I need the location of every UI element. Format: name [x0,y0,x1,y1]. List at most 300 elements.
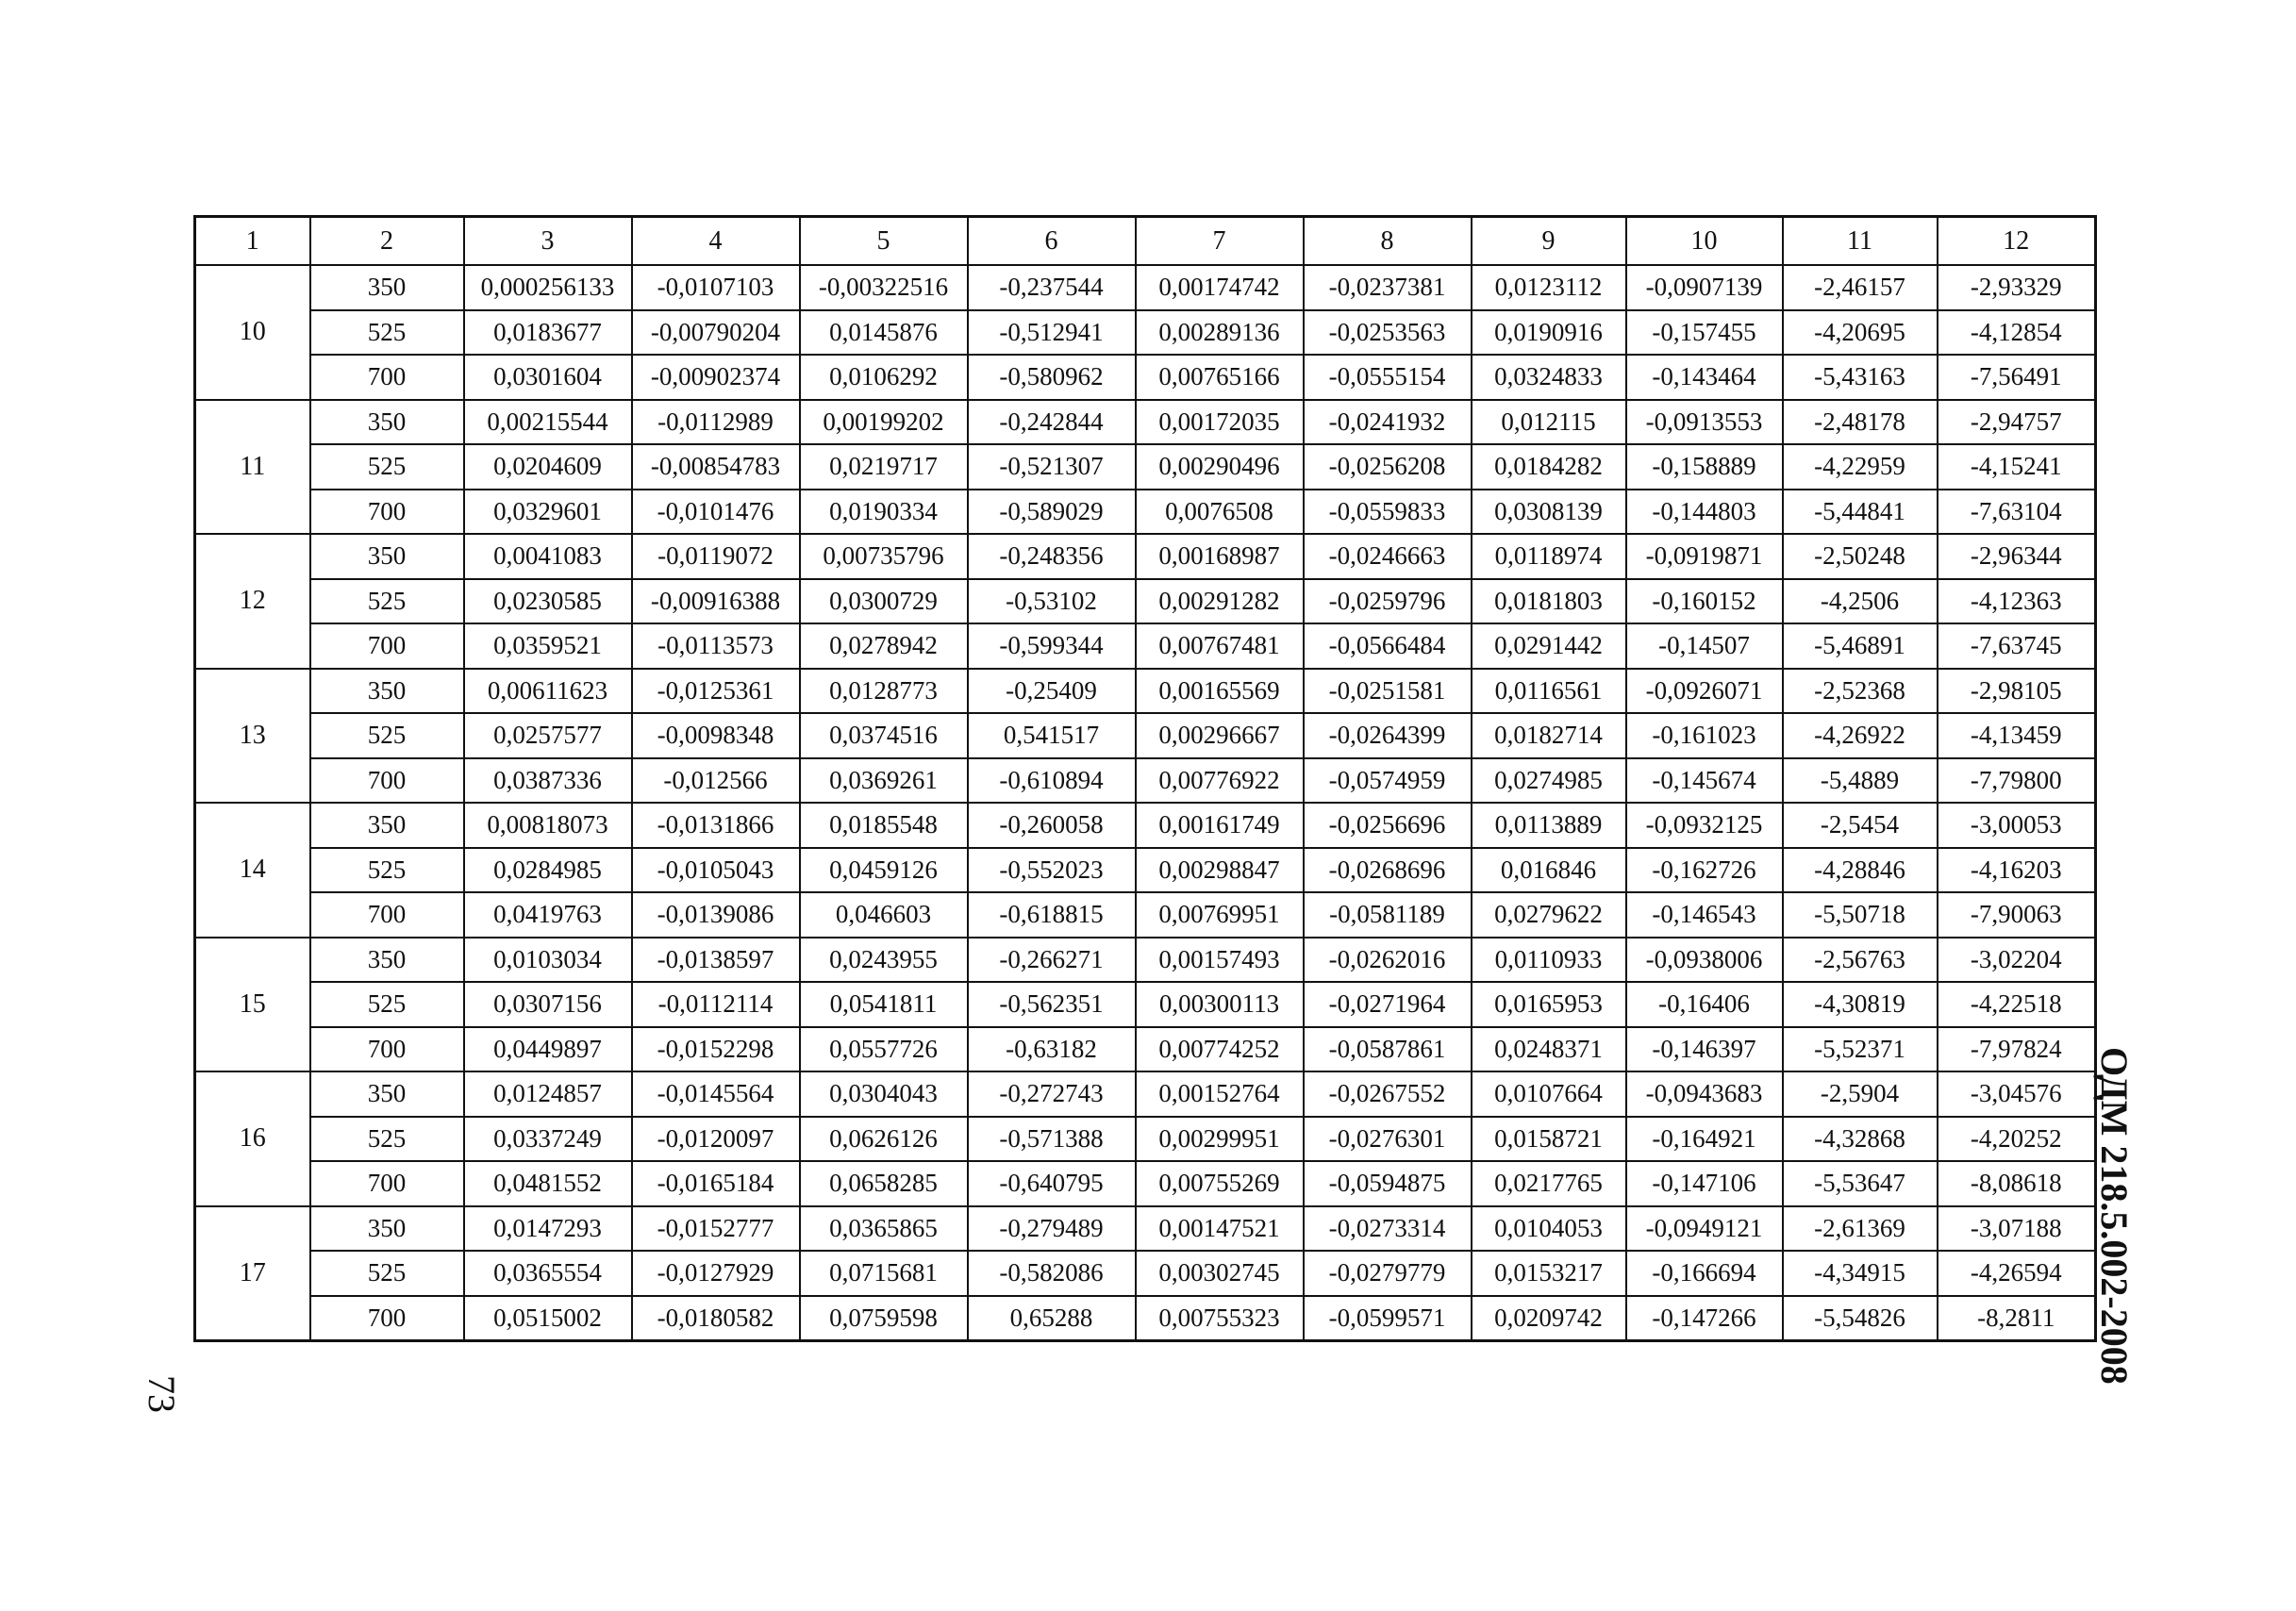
column-header: 1 [195,217,310,266]
table-cell: 0,0183677 [464,310,632,356]
table-row [195,938,2096,983]
table-cell: -5,4889 [1783,758,1938,804]
table-cell: 0,0459126 [800,848,968,893]
table-cell: -0,147266 [1626,1296,1783,1341]
table-cell: -0,0279779 [1304,1251,1472,1296]
table-cell: -4,16203 [1938,848,2096,893]
table-cell: 0,0284985 [464,848,632,893]
table-cell: -0,25409 [968,669,1136,714]
table-cell: 0,0365554 [464,1251,632,1296]
table-cell: -0,0267552 [1304,1071,1472,1117]
table-cell: 0,00299951 [1136,1117,1304,1162]
table-row [195,758,2096,804]
table-cell: 0,012115 [1472,400,1626,445]
table-cell: 0,0541811 [800,982,968,1027]
table-cell: -0,0107103 [632,265,800,310]
table-cell: 0,00199202 [800,400,968,445]
table-cell: -2,94757 [1938,400,2096,445]
table-cell: -5,43163 [1783,355,1938,400]
table-cell: -7,79800 [1938,758,2096,804]
table-cell: -0,0152298 [632,1027,800,1072]
table-cell: 0,0185548 [800,803,968,848]
group-label-cell: 14 [195,803,310,938]
table-cell: 0,0113889 [1472,803,1626,848]
table-cell: -0,143464 [1626,355,1783,400]
table-cell: -4,12854 [1938,310,2096,356]
table-cell: -0,582086 [968,1251,1136,1296]
table-cell: -0,0259796 [1304,579,1472,624]
table-cell: -4,26594 [1938,1251,2096,1296]
table-cell: 0,0278942 [800,623,968,669]
table-cell: 0,00215544 [464,400,632,445]
table-cell: 0,0041083 [464,534,632,579]
table-cell: 0,0204609 [464,444,632,490]
table-cell: 0,0181803 [1472,579,1626,624]
table-row [195,490,2096,535]
table-cell: -8,08618 [1938,1161,2096,1206]
table-cell: 0,0557726 [800,1027,968,1072]
table-cell: 700 [310,758,464,804]
table-cell: 0,0365865 [800,1206,968,1252]
table-cell: -4,2506 [1783,579,1938,624]
table-cell: -0,562351 [968,982,1136,1027]
table-cell: -0,00790204 [632,310,800,356]
table-cell: -0,0264399 [1304,713,1472,758]
table-cell: 0,00296667 [1136,713,1304,758]
table-cell: 0,00755323 [1136,1296,1304,1341]
table-cell: -0,0125361 [632,669,800,714]
table-cell: 0,00818073 [464,803,632,848]
table-cell: -0,0180582 [632,1296,800,1341]
table-cell: -0,0237381 [1304,265,1472,310]
table-cell: -0,0559833 [1304,490,1472,535]
table-cell: -0,144803 [1626,490,1783,535]
table-cell: -4,15241 [1938,444,2096,490]
table-cell: -0,610894 [968,758,1136,804]
table-cell: 0,0515002 [464,1296,632,1341]
table-cell: 0,0076508 [1136,490,1304,535]
table-cell: -2,48178 [1783,400,1938,445]
table-cell: -4,32868 [1783,1117,1938,1162]
table-cell: 0,00735796 [800,534,968,579]
table-cell: -0,279489 [968,1206,1136,1252]
table-cell: -0,012566 [632,758,800,804]
table-cell: -0,248356 [968,534,1136,579]
table-cell: 0,0182714 [1472,713,1626,758]
column-header: 4 [632,217,800,266]
table-row [195,669,2096,714]
column-header: 5 [800,217,968,266]
table-row [195,355,2096,400]
table-cell: -0,580962 [968,355,1136,400]
table-cell: 0,0110933 [1472,938,1626,983]
table-cell: -4,28846 [1783,848,1938,893]
table-row [195,579,2096,624]
table-cell: 0,0248371 [1472,1027,1626,1072]
table-cell: 0,0279622 [1472,892,1626,938]
table-cell: 0,00161749 [1136,803,1304,848]
table-cell: 0,0230585 [464,579,632,624]
table-cell: 700 [310,892,464,938]
table-cell: -0,0251581 [1304,669,1472,714]
table-cell: 0,0165953 [1472,982,1626,1027]
table-cell: 0,0124857 [464,1071,632,1117]
table-cell: 0,016846 [1472,848,1626,893]
table-cell: 350 [310,534,464,579]
table-cell: 0,00755269 [1136,1161,1304,1206]
table-cell: -5,44841 [1783,490,1938,535]
table-cell: -0,242844 [968,400,1136,445]
table-cell: 0,0153217 [1472,1251,1626,1296]
table-cell: 0,0147293 [464,1206,632,1252]
table-cell: -3,07188 [1938,1206,2096,1252]
table-cell: -0,162726 [1626,848,1783,893]
table-cell: -0,0599571 [1304,1296,1472,1341]
table-cell: 0,0759598 [800,1296,968,1341]
table-row [195,534,2096,579]
table-cell: -2,56763 [1783,938,1938,983]
table-cell: -0,589029 [968,490,1136,535]
group-label-cell: 10 [195,265,310,400]
table-cell: -0,0139086 [632,892,800,938]
table-cell: 350 [310,938,464,983]
table-cell: -0,157455 [1626,310,1783,356]
table-cell: 0,00774252 [1136,1027,1304,1072]
table-body [195,265,2096,1341]
table-cell: 0,0308139 [1472,490,1626,535]
table-row [195,803,2096,848]
table-cell: 0,0190916 [1472,310,1626,356]
table-cell: 525 [310,1251,464,1296]
table-cell: -0,00322516 [800,265,968,310]
table-cell: 700 [310,1027,464,1072]
table-row [195,713,2096,758]
table-cell: 0,0107664 [1472,1071,1626,1117]
table-cell: 0,00290496 [1136,444,1304,490]
table-cell: -3,04576 [1938,1071,2096,1117]
table-cell: -0,640795 [968,1161,1136,1206]
table-cell: -0,0253563 [1304,310,1472,356]
table-cell: -0,00854783 [632,444,800,490]
table-cell: -0,0581189 [1304,892,1472,938]
table-cell: 0,0359521 [464,623,632,669]
table-cell: 0,00611623 [464,669,632,714]
table-cell: -7,56491 [1938,355,2096,400]
table-cell: 0,00168987 [1136,534,1304,579]
table-cell: 0,65288 [968,1296,1136,1341]
table-row [195,310,2096,356]
table-cell: -0,266271 [968,938,1136,983]
table-cell: -4,12363 [1938,579,2096,624]
table-cell: 0,0257577 [464,713,632,758]
table-cell: -0,16406 [1626,982,1783,1027]
table-cell: -7,97824 [1938,1027,2096,1072]
table-cell: -7,63104 [1938,490,2096,535]
table-row [195,1117,2096,1162]
table-cell: -0,0919871 [1626,534,1783,579]
table-cell: 0,0387336 [464,758,632,804]
table-cell: -5,46891 [1783,623,1938,669]
table-cell: -0,147106 [1626,1161,1783,1206]
column-header: 12 [1938,217,2096,266]
table-cell: -0,0165184 [632,1161,800,1206]
table-cell: -0,0120097 [632,1117,800,1162]
table-cell: -4,20695 [1783,310,1938,356]
table-cell: -2,93329 [1938,265,2096,310]
table-row [195,444,2096,490]
table-cell: 0,0374516 [800,713,968,758]
table-cell: 525 [310,1117,464,1162]
table-cell: -2,96344 [1938,534,2096,579]
table-cell: 525 [310,848,464,893]
table-cell: -0,552023 [968,848,1136,893]
table-cell: 0,0106292 [800,355,968,400]
table-cell: 0,0337249 [464,1117,632,1162]
group-label-cell: 16 [195,1071,310,1206]
column-header: 3 [464,217,632,266]
table-cell: 0,00174742 [1136,265,1304,310]
table-cell: -4,30819 [1783,982,1938,1027]
column-header: 10 [1626,217,1783,266]
table-cell: -0,146543 [1626,892,1783,938]
table-row [195,1251,2096,1296]
table-cell: -0,0127929 [632,1251,800,1296]
table-cell: -0,0256696 [1304,803,1472,848]
table-cell: -0,0949121 [1626,1206,1783,1252]
column-header: 7 [1136,217,1304,266]
table-cell: 0,541517 [968,713,1136,758]
table-cell: -0,0268696 [1304,848,1472,893]
table-cell: 0,0419763 [464,892,632,938]
table-cell: -0,0112989 [632,400,800,445]
table-cell: -0,0276301 [1304,1117,1472,1162]
table-cell: -4,20252 [1938,1117,2096,1162]
table-row [195,1027,2096,1072]
table-cell: -0,00902374 [632,355,800,400]
data-table [193,215,2097,1342]
table-cell: -5,50718 [1783,892,1938,938]
table-cell: -0,0555154 [1304,355,1472,400]
table-cell: 700 [310,1296,464,1341]
table-row [195,265,2096,310]
table-cell: 0,0307156 [464,982,632,1027]
table-cell: 525 [310,982,464,1027]
document-code: ОДМ 218.5.002-2008 [2093,1047,2136,1385]
page-number: 73 [141,1375,183,1413]
table-cell: 0,0128773 [800,669,968,714]
table-cell: -0,571388 [968,1117,1136,1162]
table-cell: 0,0243955 [800,938,968,983]
table-cell: -5,53647 [1783,1161,1938,1206]
table-cell: 0,00300113 [1136,982,1304,1027]
table-cell: -0,63182 [968,1027,1136,1072]
table-cell: 700 [310,490,464,535]
table-cell: 0,0369261 [800,758,968,804]
table-cell: -0,00916388 [632,579,800,624]
table-cell: -3,02204 [1938,938,2096,983]
table-cell: 0,0209742 [1472,1296,1626,1341]
table-cell: -0,0256208 [1304,444,1472,490]
table-cell: 0,00298847 [1136,848,1304,893]
table-cell: 0,0190334 [800,490,968,535]
table-cell: 350 [310,400,464,445]
table-cell: -0,0273314 [1304,1206,1472,1252]
table-cell: -0,0587861 [1304,1027,1472,1072]
table-cell: -0,0262016 [1304,938,1472,983]
column-header: 6 [968,217,1136,266]
table-cell: 0,00289136 [1136,310,1304,356]
table-cell: 0,00172035 [1136,400,1304,445]
table-cell: -8,2811 [1938,1296,2096,1341]
table-cell: 525 [310,444,464,490]
table-cell: -0,512941 [968,310,1136,356]
table-cell: 0,0626126 [800,1117,968,1162]
table-cell: 0,0184282 [1472,444,1626,490]
table-row [195,892,2096,938]
table-cell: -0,0241932 [1304,400,1472,445]
table-cell: -2,50248 [1783,534,1938,579]
table-row [195,1296,2096,1341]
table-cell: -0,0907139 [1626,265,1783,310]
table-cell: -5,52371 [1783,1027,1938,1072]
table-cell: 350 [310,1071,464,1117]
table-cell: 0,0329601 [464,490,632,535]
table-cell: 0,0219717 [800,444,968,490]
table-cell: -4,22518 [1938,982,2096,1027]
table-cell: -0,160152 [1626,579,1783,624]
table-cell: -4,22959 [1783,444,1938,490]
group-label-cell: 15 [195,938,310,1072]
table-cell: -0,0574959 [1304,758,1472,804]
table-cell: -0,0938006 [1626,938,1783,983]
column-header: 11 [1783,217,1938,266]
table-cell: 0,0118974 [1472,534,1626,579]
table-row [195,400,2096,445]
table-cell: -0,0926071 [1626,669,1783,714]
table-cell: 0,0301604 [464,355,632,400]
table-cell: 0,0449897 [464,1027,632,1072]
table-row [195,1071,2096,1117]
table-cell: 0,0304043 [800,1071,968,1117]
group-label-cell: 12 [195,534,310,669]
table-cell: -0,0943683 [1626,1071,1783,1117]
table-cell: -0,0932125 [1626,803,1783,848]
table-cell: 0,00152764 [1136,1071,1304,1117]
table-cell: -4,34915 [1783,1251,1938,1296]
table-cell: -0,166694 [1626,1251,1783,1296]
table-row [195,1161,2096,1206]
table-cell: 0,0116561 [1472,669,1626,714]
table-cell: 0,0658285 [800,1161,968,1206]
table-cell: -0,0145564 [632,1071,800,1117]
table-cell: -3,00053 [1938,803,2096,848]
table-cell: -0,272743 [968,1071,1136,1117]
table-header-row [195,217,2096,266]
column-header: 2 [310,217,464,266]
table-cell: -0,0098348 [632,713,800,758]
table-cell: -0,53102 [968,579,1136,624]
table-cell: 0,0274985 [1472,758,1626,804]
table-cell: -7,90063 [1938,892,2096,938]
table-cell: -0,0112114 [632,982,800,1027]
table-cell: 0,0158721 [1472,1117,1626,1162]
table-cell: 0,00147521 [1136,1206,1304,1252]
table-cell: -0,164921 [1626,1117,1783,1162]
table-cell: 0,0123112 [1472,265,1626,310]
table-cell: 350 [310,1206,464,1252]
table-cell: -0,0105043 [632,848,800,893]
table-cell: -0,146397 [1626,1027,1783,1072]
table-cell: 525 [310,310,464,356]
table-row [195,623,2096,669]
group-label-cell: 17 [195,1206,310,1341]
table-cell: -0,618815 [968,892,1136,938]
table-cell: 350 [310,803,464,848]
column-header: 9 [1472,217,1626,266]
table-row [195,848,2096,893]
table-cell: -0,0138597 [632,938,800,983]
table-cell: -0,0131866 [632,803,800,848]
table-cell: 525 [310,579,464,624]
table-cell: -2,52368 [1783,669,1938,714]
table-cell: 0,0217765 [1472,1161,1626,1206]
table-cell: 0,0324833 [1472,355,1626,400]
table-cell: 0,0104053 [1472,1206,1626,1252]
table-cell: 0,00767481 [1136,623,1304,669]
column-header: 8 [1304,217,1472,266]
table-cell: 350 [310,669,464,714]
table-cell: -0,0271964 [1304,982,1472,1027]
table-cell: -0,237544 [968,265,1136,310]
table-cell: 0,00776922 [1136,758,1304,804]
table-cell: -0,0913553 [1626,400,1783,445]
table-cell: 0,0145876 [800,310,968,356]
table-cell: -0,14507 [1626,623,1783,669]
table-cell: -0,599344 [968,623,1136,669]
table-cell: 700 [310,623,464,669]
table-cell: -5,54826 [1783,1296,1938,1341]
table-cell: -2,5904 [1783,1071,1938,1117]
table-cell: -0,521307 [968,444,1136,490]
table-cell: -4,26922 [1783,713,1938,758]
table-cell: 0,00165569 [1136,669,1304,714]
table-cell: -2,5454 [1783,803,1938,848]
table-cell: 0,00157493 [1136,938,1304,983]
table-cell: -4,13459 [1938,713,2096,758]
table-cell: 0,00769951 [1136,892,1304,938]
table-cell: -2,98105 [1938,669,2096,714]
table-cell: -2,61369 [1783,1206,1938,1252]
table-cell: 0,0481552 [464,1161,632,1206]
table-cell: -0,161023 [1626,713,1783,758]
table-cell: 0,00302745 [1136,1251,1304,1296]
table-row [195,982,2096,1027]
table-cell: -0,0246663 [1304,534,1472,579]
table-cell: -0,0101476 [632,490,800,535]
table-cell: -0,0594875 [1304,1161,1472,1206]
table-cell: -0,260058 [968,803,1136,848]
table-cell: -0,158889 [1626,444,1783,490]
table-cell: -0,0113573 [632,623,800,669]
table-cell: 700 [310,355,464,400]
group-label-cell: 11 [195,400,310,535]
table-cell: 0,00765166 [1136,355,1304,400]
table-cell: 0,046603 [800,892,968,938]
table-cell: 0,0103034 [464,938,632,983]
table-cell: -2,46157 [1783,265,1938,310]
table-cell: 350 [310,265,464,310]
table-cell: -7,63745 [1938,623,2096,669]
